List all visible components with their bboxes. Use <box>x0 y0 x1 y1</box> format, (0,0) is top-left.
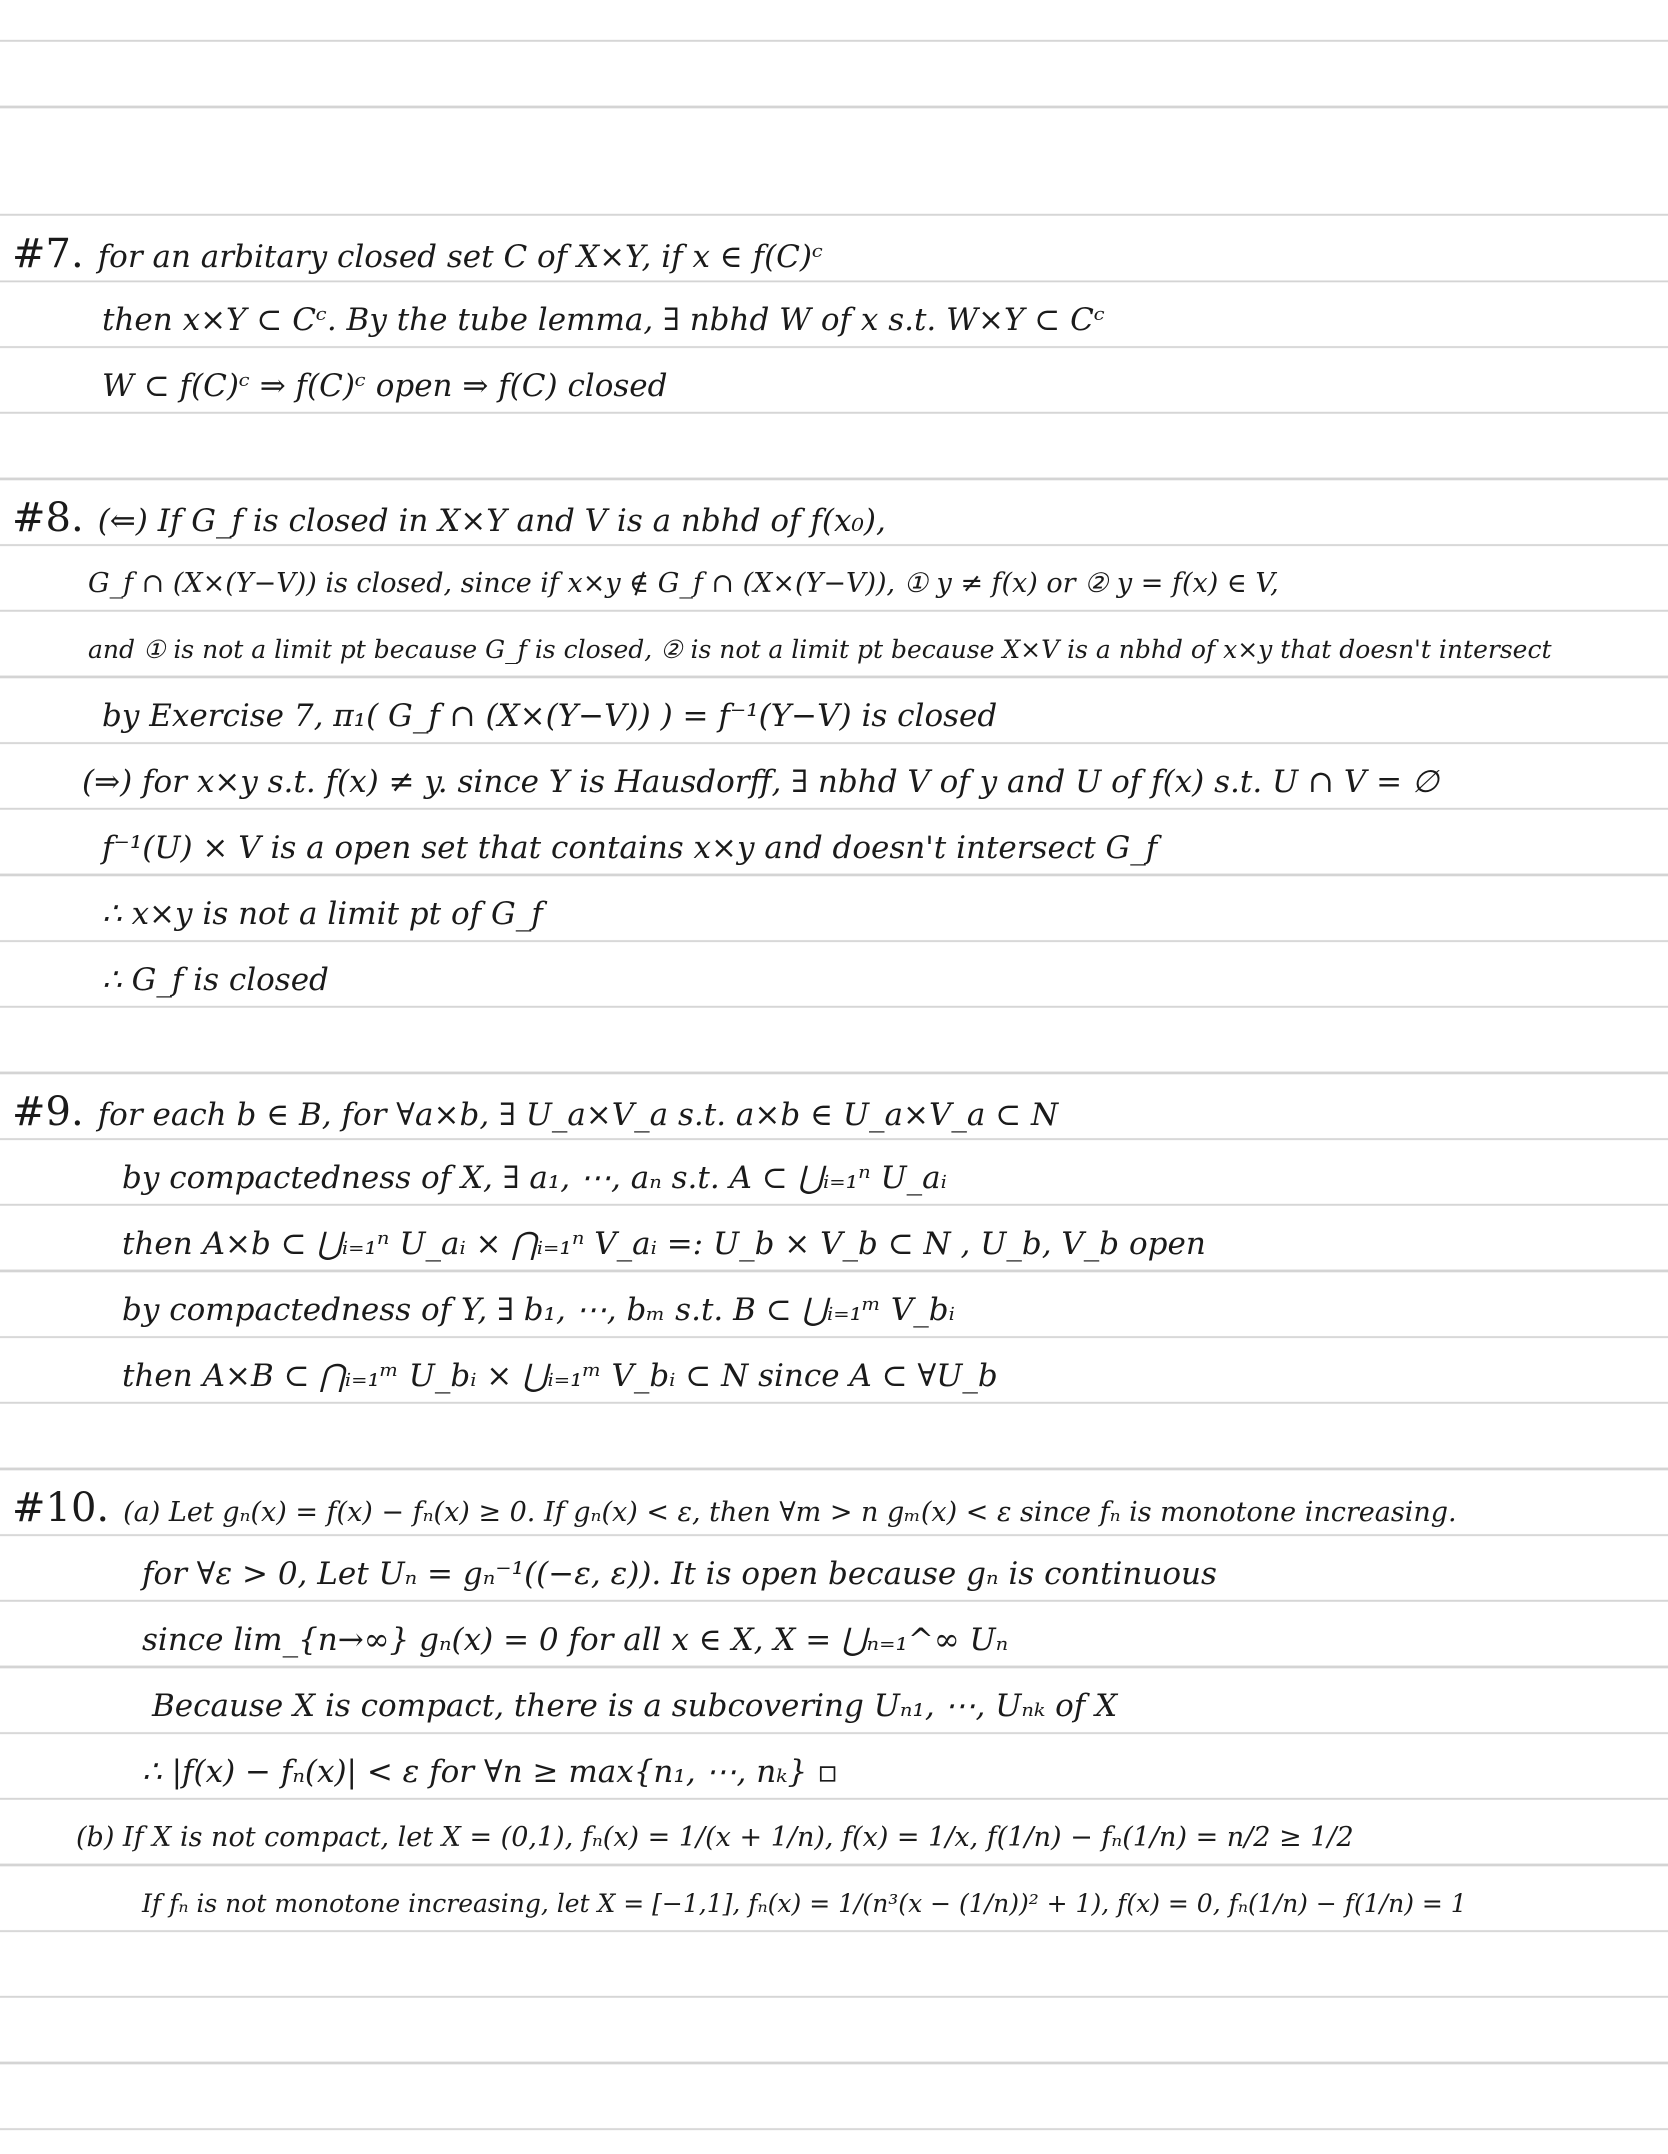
problem-10-line-6: (b) If X is not compact, let X = (0,1), fₙ(x) = 1/(x + 1/n), f(x) = 1/x, f(1/n) − fₙ(1/n) = n/2 ≥ 1/2 <box>76 1822 1354 1853</box>
problem-8-line-7: ∴ x×y is not a limit pt of G_f <box>102 896 543 932</box>
problem-9-line-3: then A×b ⊂ ⋃ᵢ₌₁ⁿ U_aᵢ × ⋂ᵢ₌₁ⁿ V_aᵢ =: U_b × V_b ⊂ N , U_b, V_b open <box>122 1226 1206 1262</box>
problem-10-line-1: #10. (a) Let gₙ(x) = f(x) − fₙ(x) ≥ 0. If gₙ(x) < ε, then ∀m > n gₘ(x) < ε since fₙ is monotone increasing. <box>12 1485 1457 1531</box>
problem-8-line-8: ∴ G_f is closed <box>102 962 329 998</box>
problem-10-label: #10. <box>12 1485 110 1531</box>
problem-9-line-1: #9. for each b ∈ B, for ∀a×b, ∃ U_a×V_a s.t. a×b ∈ U_a×V_a ⊂ N <box>12 1089 1059 1135</box>
problem-8-line-4: by Exercise 7, π₁( G_f ∩ (X×(Y−V)) ) = f⁻¹(Y−V) is closed <box>102 698 998 734</box>
problem-9-line-5: then A×B ⊂ ⋂ᵢ₌₁ᵐ U_bᵢ × ⋃ᵢ₌₁ᵐ V_bᵢ ⊂ N since A ⊂ ∀U_b <box>122 1358 998 1394</box>
problem-9-label: #9. <box>12 1089 84 1135</box>
problem-8-line-2: G_f ∩ (X×(Y−V)) is closed, since if x×y ∉ G_f ∩ (X×(Y−V)), ① y ≠ f(x) or ② y = f(x) ∈ V, <box>88 568 1279 599</box>
problem-10-line-3: since lim_{n→∞} gₙ(x) = 0 for all x ∈ X, X = ⋃ₙ₌₁^∞ Uₙ <box>142 1622 1009 1658</box>
problem-8-line-6: f⁻¹(U) × V is a open set that contains x×y and doesn't intersect G_f <box>102 830 1158 866</box>
problem-9-line-2: by compactedness of X, ∃ a₁, ⋯, aₙ s.t. A ⊂ ⋃ᵢ₌₁ⁿ U_aᵢ <box>122 1160 947 1196</box>
problem-8-line-5: (⇒) for x×y s.t. f(x) ≠ y. since Y is Hausdorff, ∃ nbhd V of y and U of f(x) s.t. U ∩ V = ∅ <box>82 764 1439 800</box>
problem-10-line-2: for ∀ε > 0, Let Uₙ = gₙ⁻¹((−ε, ε)). It is open because gₙ is continuous <box>142 1556 1217 1592</box>
problem-10-line-7: If fₙ is not monotone increasing, let X = [−1,1], fₙ(x) = 1/(n³(x − (1/n))² + 1), f(x) = 0, fₙ(1/n) − f(1/n) = 1 <box>142 1889 1467 1918</box>
problem-9-line-4: by compactedness of Y, ∃ b₁, ⋯, bₘ s.t. B ⊂ ⋃ᵢ₌₁ᵐ V_bᵢ <box>122 1292 955 1328</box>
problem-10-line-5: ∴ |f(x) − fₙ(x)| < ε for ∀n ≥ max{n₁, ⋯, nₖ} ▫ <box>142 1754 839 1790</box>
problem-8-line-1: #8. (⇐) If G_f is closed in X×Y and V is a nbhd of f(x₀), <box>12 495 886 541</box>
problem-8-label: #8. <box>12 495 84 541</box>
problem-7-line-1: #7. for an arbitary closed set C of X×Y, if x ∈ f(C)ᶜ <box>12 231 823 277</box>
problem-7-label: #7. <box>12 231 84 277</box>
problem-7-line-3: W ⊂ f(C)ᶜ ⇒ f(C)ᶜ open ⇒ f(C) closed <box>102 368 668 404</box>
problem-8-line-3: and ① is not a limit pt because G_f is closed, ② is not a limit pt because X×V is a nbhd of x×y that doesn't intersect <box>88 635 1552 664</box>
problem-7-line-2: then x×Y ⊂ Cᶜ. By the tube lemma, ∃ nbhd W of x s.t. W×Y ⊂ Cᶜ <box>102 302 1105 338</box>
problem-10-line-4: Because X is compact, there is a subcovering Uₙ₁, ⋯, Uₙₖ of X <box>152 1688 1118 1724</box>
